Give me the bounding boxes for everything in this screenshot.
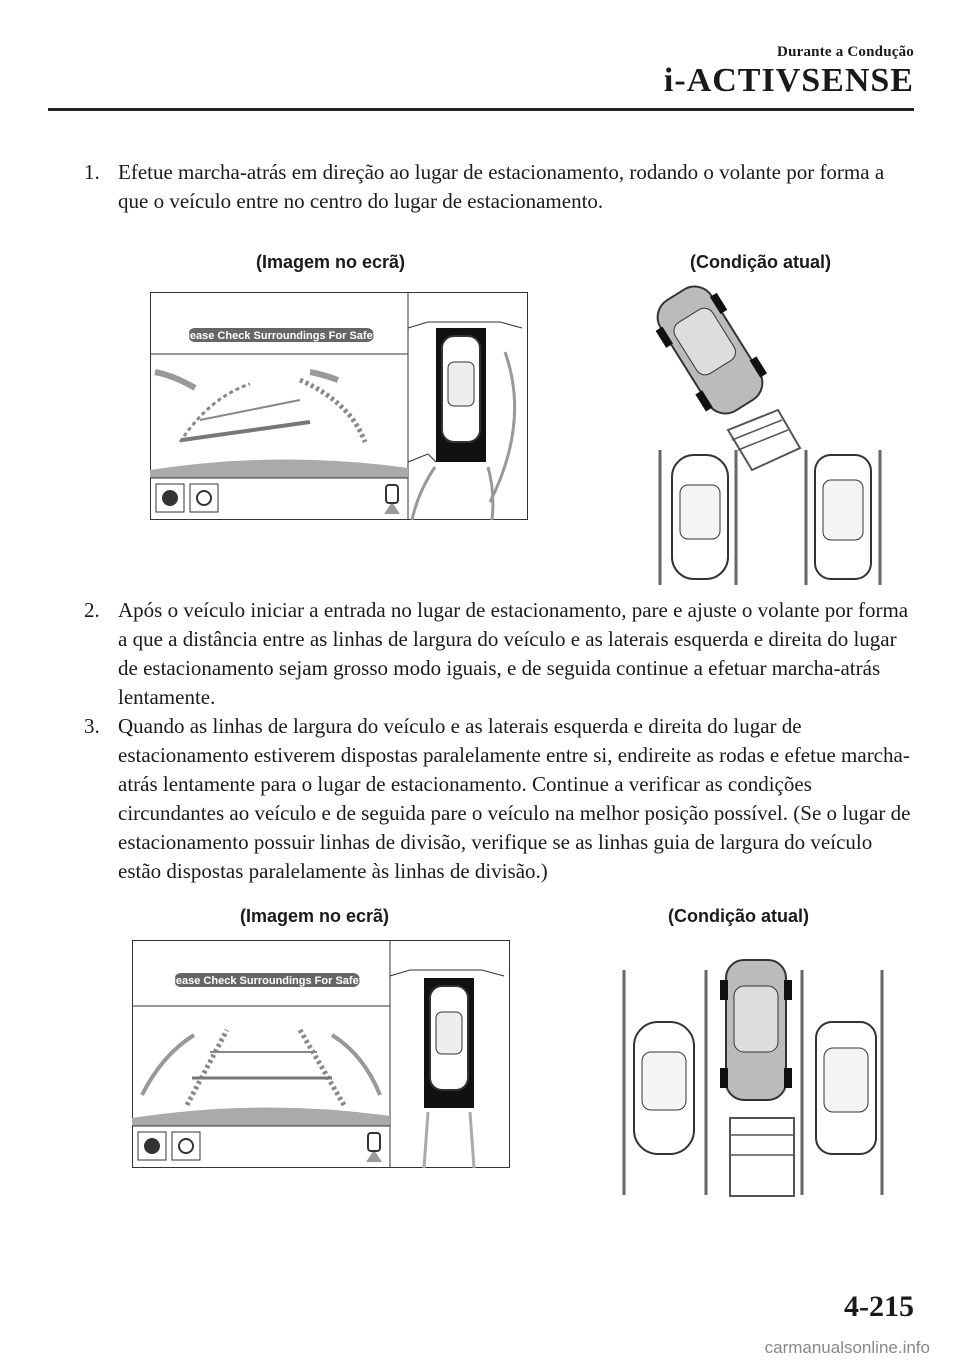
step-1: [84, 158, 914, 216]
step-number: 1.: [84, 160, 100, 184]
step-number: 2.: [84, 598, 100, 622]
figure-2-actual-condition: [612, 950, 892, 1200]
step-text: Quando as linhas de largura do veículo e as laterais esquerda e direita do lugar de estacionamento estiverem dispostas paralelamente entre si, endireite as rodas e efetue marcha-atrás lentamente para o lugar de estacionamento. Continue a verificar as condições circundantes ao veículo e de seguida pare o veículo na melhor posição possível. (Se o lugar de estacionamento possuir linhas de divisão, verifique se as linhas guia de largura do veículo estão dispostas paralelamente às linhas de divisão.): [118, 714, 911, 883]
header-divider: [48, 108, 914, 111]
chapter-title: i-ACTIVSENSE: [663, 62, 914, 99]
safety-banner: Please Check Surroundings For Safety: [179, 330, 383, 342]
step-number: 3.: [84, 714, 100, 738]
figure-1-actual-caption: (Condição atual): [690, 252, 832, 272]
safety-banner: Please Check Surroundings For Safety: [165, 975, 369, 987]
step-text: Após o veículo iniciar a entrada no lugar de estacionamento, pare e ajuste o volante por forma a que a distância entre as linhas de largura do veículo e as laterais esquerda e direita do lugar de estacionamento sejam grosso modo iguais, e de seguida continue a efetuar marcha-atrás lentamente.: [118, 598, 909, 709]
section-label: Durante a Condução: [777, 44, 914, 60]
watermark-link[interactable]: carmanualsonline.info: [764, 1338, 930, 1357]
figure-2-camera-screen: [132, 940, 510, 1168]
figure-1-actual-condition: [640, 280, 890, 590]
figure-2-screen-caption: (Imagem no ecrã): [240, 906, 390, 926]
step-2: [84, 596, 914, 712]
figure-1-camera-screen: [150, 292, 528, 520]
figure-2-actual-caption: (Condição atual): [668, 906, 810, 926]
page-number: 4-215: [844, 1290, 914, 1323]
step-3: [84, 712, 914, 886]
step-text: Efetue marcha-atrás em direção ao lugar de estacionamento, rodando o volante por forma a que o veículo entre no centro do lugar de estacionamento.: [118, 160, 885, 213]
figure-1-screen-caption: (Imagem no ecrã): [256, 252, 406, 272]
